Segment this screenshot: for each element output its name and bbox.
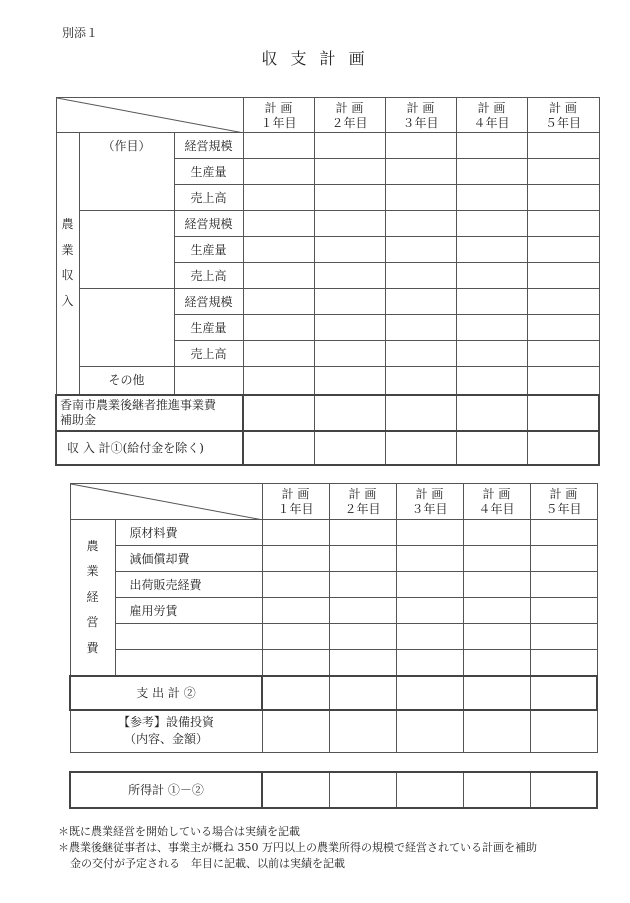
cell[interactable] bbox=[396, 624, 463, 650]
cell[interactable] bbox=[463, 624, 530, 650]
cell[interactable] bbox=[329, 598, 396, 624]
note-1: ＊既に農業経営を開始している場合は実績を記載 bbox=[58, 825, 300, 838]
expense-plan-header-1: 計 画 １年目 bbox=[262, 484, 329, 520]
cell[interactable] bbox=[396, 710, 463, 753]
cell[interactable] bbox=[314, 237, 385, 263]
income-plan-header-5: 計 画 ５年目 bbox=[527, 98, 599, 133]
cell[interactable] bbox=[456, 315, 527, 341]
cell[interactable] bbox=[262, 598, 329, 624]
cell[interactable] bbox=[530, 546, 597, 572]
net-income-table bbox=[69, 771, 598, 809]
cell[interactable] bbox=[396, 772, 463, 808]
cell[interactable] bbox=[396, 546, 463, 572]
row-label-output-1: 生産量 bbox=[174, 159, 243, 185]
notes bbox=[58, 824, 608, 872]
cell[interactable] bbox=[527, 133, 599, 159]
income-table bbox=[55, 97, 600, 466]
cell[interactable] bbox=[456, 263, 527, 289]
attachment-label: 別添１ bbox=[62, 26, 99, 40]
subsidy-label: 香南市農業後継者推進事業費 補助金 bbox=[56, 395, 243, 431]
expense-table bbox=[69, 483, 598, 753]
cell[interactable] bbox=[463, 572, 530, 598]
cell[interactable] bbox=[314, 211, 385, 237]
cell[interactable] bbox=[456, 341, 527, 367]
row-label-sales-2: 売上高 bbox=[174, 263, 243, 289]
cell[interactable] bbox=[385, 367, 456, 395]
cell[interactable] bbox=[530, 772, 597, 808]
row-label-labor: 雇用労賃 bbox=[115, 598, 262, 624]
cell[interactable] bbox=[329, 772, 396, 808]
cell[interactable] bbox=[329, 676, 396, 710]
cell[interactable] bbox=[530, 624, 597, 650]
cell[interactable] bbox=[527, 315, 599, 341]
crop-label: （作目） bbox=[79, 133, 174, 211]
income-plan-header-2: 計 画 ２年目 bbox=[314, 98, 385, 133]
expense-plan-header-4: 計 画 ４年目 bbox=[463, 484, 530, 520]
row-label-scale-2: 経営規模 bbox=[174, 211, 243, 237]
cell[interactable] bbox=[243, 395, 314, 431]
cell[interactable] bbox=[456, 395, 527, 431]
cell[interactable] bbox=[314, 133, 385, 159]
cell[interactable] bbox=[243, 263, 314, 289]
income-plan-header-1: 計 画 １年目 bbox=[243, 98, 314, 133]
expense-category-label: 農 業 経 営 費 bbox=[70, 520, 115, 676]
cell[interactable] bbox=[385, 237, 456, 263]
cell[interactable] bbox=[243, 289, 314, 315]
cell[interactable] bbox=[385, 185, 456, 211]
page-title: 収 支 計 画 bbox=[261, 49, 369, 68]
row-label-shipping-sales: 出荷販売経費 bbox=[115, 572, 262, 598]
cell[interactable] bbox=[243, 237, 314, 263]
cell[interactable] bbox=[329, 624, 396, 650]
cell[interactable] bbox=[329, 546, 396, 572]
cell[interactable] bbox=[456, 211, 527, 237]
cell[interactable] bbox=[385, 315, 456, 341]
cell[interactable] bbox=[396, 650, 463, 676]
row-label-materials: 原材料費 bbox=[115, 520, 262, 546]
cell[interactable] bbox=[385, 431, 456, 465]
cell[interactable] bbox=[456, 159, 527, 185]
cell[interactable] bbox=[243, 315, 314, 341]
cell[interactable] bbox=[262, 520, 329, 546]
cell[interactable] bbox=[314, 185, 385, 211]
cell[interactable] bbox=[527, 395, 599, 431]
cell[interactable] bbox=[314, 395, 385, 431]
other-income-detail-cell[interactable] bbox=[174, 367, 243, 395]
cell[interactable] bbox=[243, 431, 314, 465]
cell[interactable] bbox=[385, 395, 456, 431]
cell[interactable] bbox=[314, 159, 385, 185]
cell[interactable] bbox=[463, 676, 530, 710]
cell[interactable] bbox=[456, 289, 527, 315]
cell[interactable] bbox=[262, 650, 329, 676]
cell[interactable] bbox=[463, 650, 530, 676]
cell[interactable] bbox=[463, 772, 530, 808]
cell[interactable] bbox=[385, 263, 456, 289]
cell[interactable] bbox=[530, 650, 597, 676]
cell[interactable] bbox=[396, 676, 463, 710]
row-label-output-3: 生産量 bbox=[174, 315, 243, 341]
cell[interactable] bbox=[314, 289, 385, 315]
cell[interactable] bbox=[463, 520, 530, 546]
cell[interactable] bbox=[463, 546, 530, 572]
cell[interactable] bbox=[456, 237, 527, 263]
cell[interactable] bbox=[396, 598, 463, 624]
cell[interactable] bbox=[396, 572, 463, 598]
cell[interactable] bbox=[262, 546, 329, 572]
expense-plan-header-5: 計 画 ５年目 bbox=[530, 484, 597, 520]
cell[interactable] bbox=[314, 315, 385, 341]
cell[interactable] bbox=[243, 341, 314, 367]
other-income-label: その他 bbox=[79, 367, 174, 395]
cell[interactable] bbox=[456, 133, 527, 159]
expense-plan-header-2: 計 画 ２年目 bbox=[329, 484, 396, 520]
cell[interactable] bbox=[396, 520, 463, 546]
cell[interactable] bbox=[385, 133, 456, 159]
diagonal-line bbox=[57, 98, 244, 133]
income-total-label: 収 入 計①(給付金を除く) bbox=[56, 431, 243, 465]
cell[interactable] bbox=[385, 289, 456, 315]
cell[interactable] bbox=[530, 710, 597, 753]
cell[interactable] bbox=[527, 159, 599, 185]
row-label-depreciation: 減価償却費 bbox=[115, 546, 262, 572]
cell[interactable] bbox=[243, 159, 314, 185]
row-label-blank-1[interactable] bbox=[115, 624, 262, 650]
crop-name-cell-3[interactable] bbox=[79, 289, 174, 367]
cell[interactable] bbox=[456, 185, 527, 211]
income-plan-header-4: 計 画 ４年目 bbox=[456, 98, 527, 133]
row-label-scale-3: 経営規模 bbox=[174, 289, 243, 315]
cell[interactable] bbox=[262, 572, 329, 598]
cell[interactable] bbox=[243, 367, 314, 395]
cell[interactable] bbox=[262, 624, 329, 650]
cell[interactable] bbox=[527, 237, 599, 263]
cell[interactable] bbox=[262, 710, 329, 753]
cell[interactable] bbox=[329, 572, 396, 598]
cell[interactable] bbox=[243, 211, 314, 237]
expense-plan-header-3: 計 画 ３年目 bbox=[396, 484, 463, 520]
cell[interactable] bbox=[527, 367, 599, 395]
cell[interactable] bbox=[527, 211, 599, 237]
cell[interactable] bbox=[385, 211, 456, 237]
cell[interactable] bbox=[243, 133, 314, 159]
cell[interactable] bbox=[530, 520, 597, 546]
cell[interactable] bbox=[527, 185, 599, 211]
cell[interactable] bbox=[385, 341, 456, 367]
cell[interactable] bbox=[385, 159, 456, 185]
expense-total-label: 支 出 計 ② bbox=[70, 676, 262, 710]
income-header-diagonal-cell bbox=[56, 98, 243, 133]
cell[interactable] bbox=[527, 263, 599, 289]
cell[interactable] bbox=[527, 341, 599, 367]
cell[interactable] bbox=[262, 676, 329, 710]
cell[interactable] bbox=[456, 367, 527, 395]
cell[interactable] bbox=[530, 676, 597, 710]
cell[interactable] bbox=[530, 598, 597, 624]
cell[interactable] bbox=[527, 289, 599, 315]
cell[interactable] bbox=[456, 431, 527, 465]
row-label-output-2: 生産量 bbox=[174, 237, 243, 263]
note-2: ＊農業後継従事者は、事業主が概ね 350 万円以上の農業所得の規模で経営されている計画を補助 bbox=[58, 841, 537, 854]
cell[interactable] bbox=[329, 520, 396, 546]
cell[interactable] bbox=[527, 431, 599, 465]
row-label-scale-1: 経営規模 bbox=[174, 133, 243, 159]
cell[interactable] bbox=[329, 710, 396, 753]
cell[interactable] bbox=[243, 185, 314, 211]
cell[interactable] bbox=[314, 367, 385, 395]
diagonal-line bbox=[71, 484, 263, 520]
income-plan-header-3: 計 画 ３年目 bbox=[385, 98, 456, 133]
row-label-sales-1: 売上高 bbox=[174, 185, 243, 211]
row-label-sales-3: 売上高 bbox=[174, 341, 243, 367]
cell[interactable] bbox=[314, 431, 385, 465]
cell[interactable] bbox=[262, 772, 329, 808]
crop-name-cell-2[interactable] bbox=[79, 211, 174, 289]
cell[interactable] bbox=[463, 598, 530, 624]
net-income-label: 所得計 ①－② bbox=[70, 772, 262, 808]
cell[interactable] bbox=[329, 650, 396, 676]
expense-header-diagonal-cell bbox=[70, 484, 262, 520]
cell[interactable] bbox=[314, 263, 385, 289]
cell[interactable] bbox=[314, 341, 385, 367]
capital-investment-reference-label: 【参考】設備投資 （内容、金額） bbox=[70, 710, 262, 753]
cell[interactable] bbox=[530, 572, 597, 598]
note-2-continued: 金の交付が予定される 年目に記載、以前は実績を記載 bbox=[70, 857, 345, 870]
income-category-label: 農 業 収 入 bbox=[56, 133, 79, 395]
cell[interactable] bbox=[463, 710, 530, 753]
row-label-blank-2[interactable] bbox=[115, 650, 262, 676]
